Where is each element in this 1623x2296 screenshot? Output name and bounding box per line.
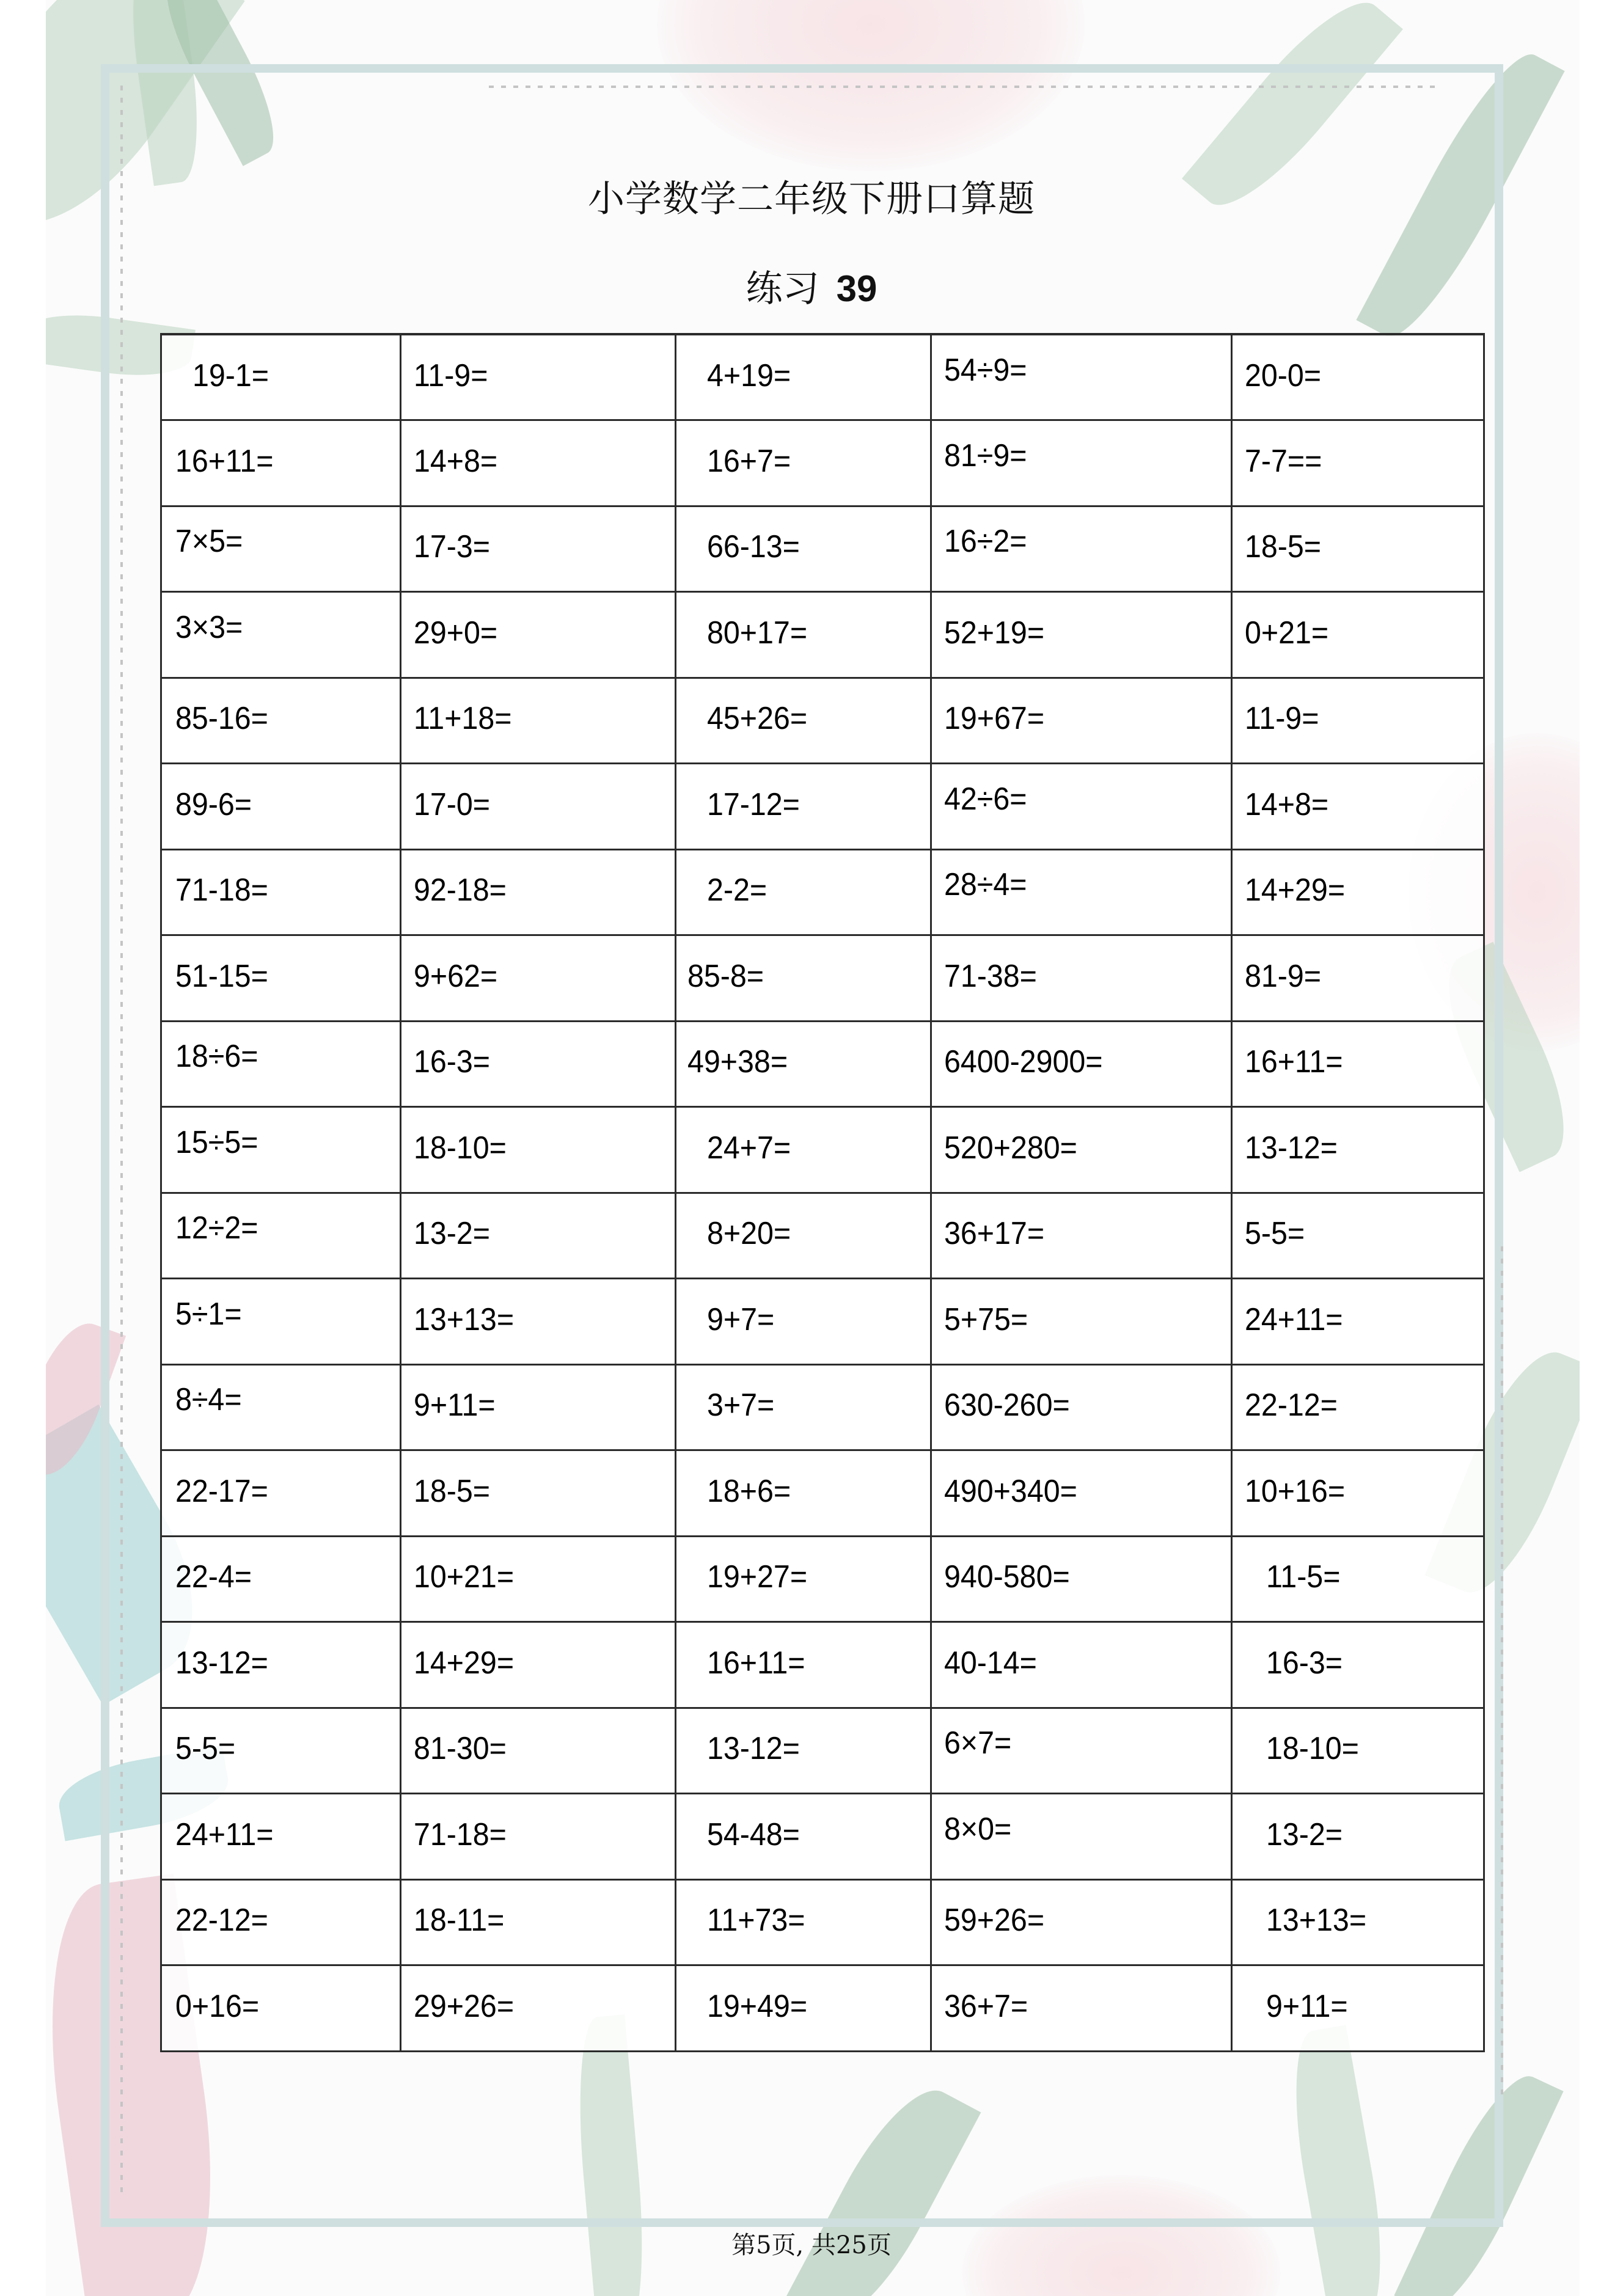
table-row	[161, 506, 1484, 592]
problem-cell	[401, 1536, 676, 1622]
page-number-footer: 第5页, 共25页	[731, 2231, 892, 2259]
problem-text: 940-580=	[944, 1559, 1070, 1595]
problem-cell	[676, 506, 931, 592]
problem-text: 13-12=	[175, 1645, 268, 1681]
problem-cell	[1232, 1364, 1484, 1450]
problem-cell	[161, 506, 401, 592]
problem-text: 13-2=	[414, 1216, 491, 1252]
problem-cell	[1232, 420, 1484, 506]
problem-cell	[401, 849, 676, 935]
problem-text: 92-18=	[414, 872, 507, 909]
table-row	[161, 592, 1484, 678]
problem-cell	[1232, 506, 1484, 592]
problem-cell	[1232, 1794, 1484, 1880]
problem-text: 18÷6=	[175, 1039, 258, 1075]
exercise-label: 练习	[746, 268, 819, 310]
problem-cell	[676, 592, 931, 678]
problem-text: 17-0=	[414, 786, 491, 822]
problem-cell	[161, 1794, 401, 1880]
problem-cell	[931, 678, 1232, 764]
problem-cell	[931, 764, 1232, 850]
problem-text: 42÷6=	[944, 781, 1027, 817]
problem-text: 11-9=	[1245, 701, 1319, 737]
problem-text: 14+29=	[1245, 872, 1346, 909]
problem-text: 9+11=	[414, 1387, 496, 1424]
problem-text: 71-38=	[944, 958, 1037, 994]
problem-text: 81-9=	[1245, 958, 1322, 994]
table-row	[161, 420, 1484, 506]
problem-cell	[401, 1193, 676, 1279]
problem-text: 11-9=	[414, 357, 488, 393]
problem-text: 13+13=	[1266, 1903, 1367, 1939]
problem-text: 20-0=	[1245, 357, 1322, 393]
problem-cell	[676, 1107, 931, 1193]
problem-cell	[676, 1965, 931, 2052]
problem-text: 10+21=	[414, 1559, 515, 1595]
problem-text: 89-6=	[175, 786, 252, 822]
problem-text: 0+21=	[1245, 615, 1329, 651]
problem-text: 22-12=	[1245, 1387, 1338, 1424]
problem-cell	[401, 334, 676, 420]
problem-cell	[401, 678, 676, 764]
problem-text: 3+7=	[707, 1387, 775, 1424]
problem-cell	[1232, 1021, 1484, 1107]
problem-text: 85-16=	[175, 701, 268, 737]
problem-text: 22-12=	[175, 1903, 268, 1939]
table-row	[161, 1107, 1484, 1193]
problem-cell	[161, 592, 401, 678]
problem-text: 17-3=	[414, 529, 491, 565]
problem-cell	[931, 334, 1232, 420]
problem-cell	[1232, 1450, 1484, 1537]
problem-text: 16+11=	[175, 443, 274, 479]
problem-cell	[401, 1965, 676, 2052]
problem-cell	[931, 1536, 1232, 1622]
problem-cell	[401, 1450, 676, 1537]
problem-text: 7-7==	[1245, 443, 1322, 479]
problem-text: 8+20=	[707, 1216, 791, 1252]
problem-cell	[676, 1193, 931, 1279]
problem-text: 7×5=	[175, 524, 243, 560]
problem-cell	[931, 1193, 1232, 1279]
problem-cell	[401, 420, 676, 506]
page-title: 小学数学二年级下册口算题	[588, 178, 1035, 221]
problem-text: 17-12=	[707, 786, 800, 822]
problem-cell	[1232, 1107, 1484, 1193]
problem-cell	[1232, 334, 1484, 420]
problem-cell	[1232, 764, 1484, 850]
problem-cell	[1232, 1879, 1484, 1965]
problem-text: 28÷4=	[944, 867, 1027, 903]
problem-cell	[161, 1107, 401, 1193]
problem-cell	[676, 1450, 931, 1537]
problem-cell	[161, 1450, 401, 1537]
table-row	[161, 1193, 1484, 1279]
problem-text: 13-2=	[1266, 1816, 1343, 1852]
problem-text: 18-10=	[414, 1130, 507, 1166]
problem-text: 15÷5=	[175, 1124, 258, 1160]
exercise-heading	[0, 260, 1623, 312]
problem-cell	[161, 1193, 401, 1279]
problem-text: 14+8=	[414, 443, 498, 479]
problem-cell	[931, 1107, 1232, 1193]
table-row	[161, 935, 1484, 1022]
problem-cell	[1232, 935, 1484, 1022]
problem-cell	[676, 1536, 931, 1622]
problem-text: 9+62=	[414, 958, 498, 994]
problem-cell	[931, 1364, 1232, 1450]
problem-cell	[401, 1364, 676, 1450]
problem-cell	[676, 420, 931, 506]
problem-cell	[676, 678, 931, 764]
problem-text: 19+27=	[707, 1559, 808, 1595]
problem-cell	[931, 420, 1232, 506]
problem-cell	[161, 1708, 401, 1794]
problem-text: 520+280=	[944, 1130, 1077, 1166]
problem-cell	[401, 935, 676, 1022]
problem-cell	[931, 1622, 1232, 1708]
table-row	[161, 1879, 1484, 1965]
problem-text: 0+16=	[175, 1988, 260, 2024]
problem-cell	[401, 1708, 676, 1794]
problem-text: 18-5=	[1245, 529, 1322, 565]
problem-text: 3×3=	[175, 609, 243, 645]
problem-cell	[931, 1450, 1232, 1537]
problem-text: 29+26=	[414, 1988, 515, 2024]
table-row	[161, 334, 1484, 420]
problem-cell	[931, 506, 1232, 592]
problem-text: 10+16=	[1245, 1473, 1346, 1509]
problem-text: 13+13=	[414, 1301, 515, 1337]
problem-cell	[161, 1364, 401, 1450]
problem-text: 66-13=	[707, 529, 800, 565]
problem-text: 8×0=	[944, 1811, 1012, 1847]
problem-cell	[1232, 1622, 1484, 1708]
problem-cell	[1232, 849, 1484, 935]
problem-text: 18-10=	[1266, 1731, 1359, 1767]
problem-cell	[931, 935, 1232, 1022]
problem-cell	[1232, 678, 1484, 764]
problem-cell	[676, 849, 931, 935]
problem-text: 6×7=	[944, 1725, 1012, 1761]
problem-cell	[676, 764, 931, 850]
table-row	[161, 1708, 1484, 1794]
problem-text: 49+38=	[687, 1044, 788, 1080]
problem-text: 490+340=	[944, 1473, 1077, 1509]
problem-cell	[161, 1622, 401, 1708]
problem-text: 2-2=	[707, 872, 768, 909]
problem-text: 24+11=	[1245, 1301, 1343, 1337]
problem-text: 71-18=	[175, 872, 268, 909]
problem-cell	[676, 1794, 931, 1880]
table-row	[161, 1965, 1484, 2052]
problem-text: 16÷2=	[944, 524, 1027, 560]
problem-text: 16+11=	[1245, 1044, 1343, 1080]
problem-text: 18-5=	[414, 1473, 491, 1509]
problem-text: 40-14=	[944, 1645, 1037, 1681]
problem-cell	[401, 764, 676, 850]
problem-text: 22-4=	[175, 1559, 252, 1595]
table-row	[161, 1794, 1484, 1880]
problem-cell	[1232, 1708, 1484, 1794]
problem-text: 13-12=	[1245, 1130, 1338, 1166]
problem-cell	[401, 1794, 676, 1880]
problem-cell	[161, 678, 401, 764]
problem-cell	[931, 1708, 1232, 1794]
arithmetic-problem-table	[160, 333, 1485, 2052]
table-row	[161, 1622, 1484, 1708]
problem-cell	[161, 1965, 401, 2052]
problem-cell	[401, 1622, 676, 1708]
problem-text: 9+11=	[1266, 1988, 1348, 2024]
problem-text: 16-3=	[1266, 1645, 1343, 1681]
problem-cell	[931, 592, 1232, 678]
table-row	[161, 1536, 1484, 1622]
table-row	[161, 1364, 1484, 1450]
problem-cell	[676, 1708, 931, 1794]
problem-cell	[161, 1536, 401, 1622]
problem-cell	[161, 935, 401, 1022]
problem-cell	[401, 1879, 676, 1965]
problem-text: 6400-2900=	[944, 1044, 1103, 1080]
problem-cell	[931, 1879, 1232, 1965]
problem-cell	[1232, 592, 1484, 678]
problem-cell	[401, 1279, 676, 1365]
problem-text: 52+19=	[944, 615, 1045, 651]
problem-text: 19-1=	[192, 357, 269, 393]
problem-text: 16-3=	[414, 1044, 491, 1080]
table-row	[161, 1279, 1484, 1365]
problem-cell	[1232, 1279, 1484, 1365]
problem-text: 18-11=	[414, 1903, 505, 1939]
problem-cell	[401, 592, 676, 678]
problem-text: 24+11=	[175, 1816, 274, 1852]
problem-text: 80+17=	[707, 615, 808, 651]
problem-cell	[401, 1107, 676, 1193]
problem-text: 19+67=	[944, 701, 1045, 737]
problem-text: 81÷9=	[944, 437, 1027, 473]
problem-cell	[676, 1364, 931, 1450]
problem-text: 59+26=	[944, 1903, 1045, 1939]
problem-cell	[676, 1279, 931, 1365]
problem-text: 11+18=	[414, 701, 512, 737]
problem-cell	[676, 935, 931, 1022]
problem-text: 16+11=	[707, 1645, 805, 1681]
problem-cell	[931, 849, 1232, 935]
problem-text: 5+75=	[944, 1301, 1028, 1337]
table-row	[161, 678, 1484, 764]
problem-text: 54-48=	[707, 1816, 800, 1852]
table-row	[161, 1021, 1484, 1107]
problem-text: 5-5=	[1245, 1216, 1305, 1252]
problem-text: 5÷1=	[175, 1296, 242, 1332]
problem-text: 45+26=	[707, 701, 808, 737]
problem-text: 24+7=	[707, 1130, 791, 1166]
problem-text: 9+7=	[707, 1301, 775, 1337]
problem-text: 51-15=	[175, 958, 268, 994]
problem-text: 36+7=	[944, 1988, 1028, 2024]
problem-cell	[161, 1021, 401, 1107]
table-row	[161, 1450, 1484, 1537]
problem-cell	[161, 849, 401, 935]
problem-text: 14+8=	[1245, 786, 1329, 822]
problem-text: 5-5=	[175, 1731, 236, 1767]
problem-cell	[676, 1879, 931, 1965]
problem-text: 71-18=	[414, 1816, 507, 1852]
problem-cell	[931, 1279, 1232, 1365]
problem-cell	[676, 1021, 931, 1107]
table-row	[161, 849, 1484, 935]
problem-cell	[401, 506, 676, 592]
problem-cell	[931, 1794, 1232, 1880]
problem-cell	[161, 1279, 401, 1365]
problem-text: 16+7=	[707, 443, 791, 479]
problem-text: 85-8=	[687, 958, 764, 994]
problem-cell	[676, 1622, 931, 1708]
problem-text: 4+19=	[707, 357, 791, 393]
problem-cell	[161, 764, 401, 850]
problem-text: 13-12=	[707, 1731, 800, 1767]
problem-cell	[1232, 1965, 1484, 2052]
problem-text: 22-17=	[175, 1473, 268, 1509]
problem-text: 18+6=	[707, 1473, 791, 1509]
problem-cell	[931, 1965, 1232, 2052]
problem-cell	[1232, 1193, 1484, 1279]
problem-text: 19+49=	[707, 1988, 808, 2024]
problem-cell	[931, 1021, 1232, 1107]
problem-text: 12÷2=	[175, 1210, 258, 1246]
problem-text: 11+73=	[707, 1903, 805, 1939]
problem-cell	[401, 1021, 676, 1107]
problem-cell	[1232, 1536, 1484, 1622]
problem-text: 81-30=	[414, 1731, 507, 1767]
problem-text: 11-5=	[1266, 1559, 1341, 1595]
problem-cell	[161, 334, 401, 420]
problem-text: 14+29=	[414, 1645, 515, 1681]
problem-cell	[161, 420, 401, 506]
problem-text: 36+17=	[944, 1216, 1045, 1252]
problem-cell	[161, 1879, 401, 1965]
table-row	[161, 764, 1484, 850]
problem-text: 8÷4=	[175, 1382, 242, 1418]
problem-cell	[676, 334, 931, 420]
problem-text: 54÷9=	[944, 352, 1027, 388]
exercise-number: 39	[836, 268, 877, 309]
problem-text: 29+0=	[414, 615, 498, 651]
problem-text: 630-260=	[944, 1387, 1070, 1424]
